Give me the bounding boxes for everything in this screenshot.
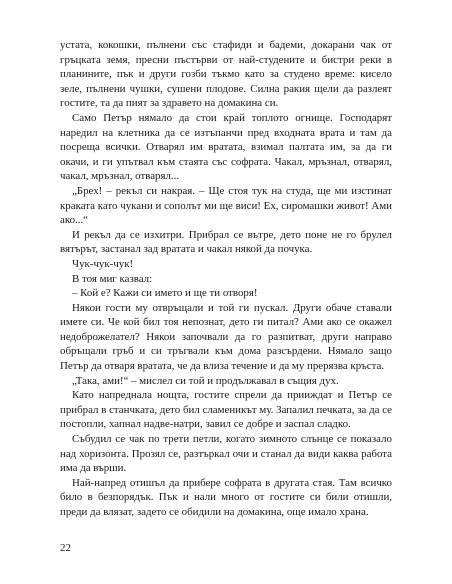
body-text [60,38,392,520]
paragraph-2: Само Петър нямало да стои край топлото огнище. Господарят наредил на клетника да се изтъпанчи пред входната врата и там да посреща всички. Отварял им вратата, взимал палтата им, за да ги окачи, и ги упътвал към стаята със софрата. Чакал, мръзнал, отварял, чакал, мръзнал, отварял... [60,111,392,183]
paragraph-3: „Брех! – рекъл си накрая. – Ще стоя тук на студа, ще ми изстинат краката като чукани и сополът ми ще виси! Ех, сиромашки живот! Ами ако...“ [60,184,392,227]
paragraph-4: И рекъл да се изхитри. Прибрал се вътре, дето поне не го брулел вятърът, застанал зад вратата и чакал някой да почука. [60,228,392,256]
paragraph-7: – Кой е? Кажи си името и ще ти отворя! [72,287,258,300]
paragraph-8: Някои гости му отвръщали и той ги пускал. Други обаче ставали имете си. Че кой бил тоя непознат, дето ги питал? Ами ако се окажел недоброжелател? Някои започвали да го разпитват, други направо обръщали гръб и си тръгвали към дома разсърдени. Нямало защо Петър да отваря вратата, че да влиза течение и да му прерязва кръста. [60,301,392,373]
paragraph-1: устата, кокошки, пълнени със стафиди и бадеми, докарани чак от гръцката земя, пресни пъстърви от най-студените и бистри реки в планините, пък и други гозби тъкмо като за студено време: кисело зеле, пълнени чушки, сушени плодове. Силна ракия щели да разлеят гостите, та да пият за здравето на домакина си. [60,39,392,110]
paragraph-9: „Така, ами!“ – мислел си той и продължавал в същия дух. [72,374,339,387]
paragraph-12: Най-напред отишъл да прибере софрата в другата стая. Там всичко било в безпорядък. Пък и нали много от гостите си били отишли, преди да влязат, задето се обидили на домакина, още имало храна. [60,476,392,518]
paragraph-10: Като напреднала нощта, гостите спрели да прииждат и Петър се прибрал в станчката, дето бил сламеникът му. Запалил печката, за да се постопли, хапнал надве-натри, завил се добре и заспал сладко. [60,389,392,431]
page-number: 22 [60,542,71,554]
paragraph-6: В тоя миг казвал: [72,272,153,285]
paragraph-11: Събудил се чак по трети петли, когато зимното слънце се показало над хоризонта. Прозял се, разтъркал очи и станал да види каква работа има да върши. [60,433,392,475]
paragraph-5: Чук-чук-чук! [72,257,134,270]
